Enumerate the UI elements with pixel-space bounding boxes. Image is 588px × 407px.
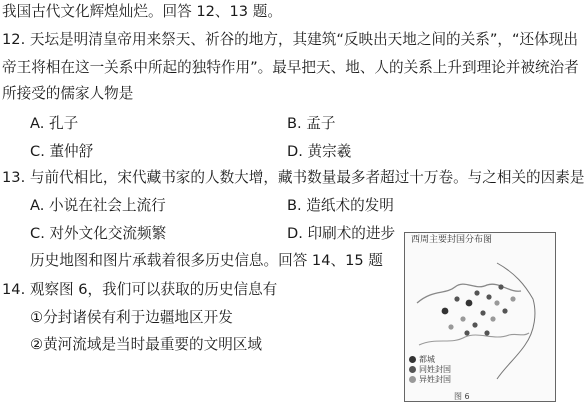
question-12-line-1: 12. 天坛是明清皇帝用来祭天、祈谷的地方，其建筑“反映出天地之间的关系”，“还体现出 [2, 31, 578, 48]
legend-capital-label: 都城 [419, 355, 435, 364]
fief-marker [502, 308, 507, 313]
yangtze-river-shape [419, 333, 529, 345]
map-figure [404, 232, 556, 402]
fief-marker [498, 284, 503, 289]
fief-marker [486, 294, 491, 299]
question-12-line-2: 帝王将相在这一关系中所起的独特作用”。最早把天、地、人的关系上升到理论并被统治者 [2, 59, 579, 76]
fief-marker [472, 322, 477, 327]
q12-option-c: C. 董仲舒 [30, 143, 94, 160]
intro-text-1: 我国古代文化辉煌灿烂。回答 12、13 题。 [2, 3, 282, 20]
intro-text-2: 历史地图和图片承载着很多历史信息。回答 14、15 题 [30, 252, 383, 269]
legend-capital [409, 355, 451, 364]
question-13-line-1: 13. 与前代相比，宋代藏书家的人数大增，藏书数量最多者超过十万卷。与之相关的因素是 [2, 169, 585, 186]
capital-marker [442, 308, 449, 315]
fief-marker [484, 330, 489, 335]
question-12-line-3: 所接受的儒家人物是 [2, 85, 134, 102]
fief-marker [474, 290, 479, 295]
capital-legend-icon [409, 356, 416, 363]
fief-marker [448, 324, 453, 329]
fief-marker [454, 296, 459, 301]
legend-other-surname [409, 375, 451, 384]
q12-option-d: D. 黄宗羲 [287, 143, 352, 160]
question-14-line-1: 14. 观察图 6，我们可以获取的历史信息有 [2, 281, 278, 298]
q14-statement-1: ①分封诸侯有利于边疆地区开发 [30, 309, 233, 326]
fief-marker [494, 300, 499, 305]
figure-caption: 图 6 [454, 392, 470, 401]
legend-other-surname-label: 异姓封国 [419, 375, 451, 384]
legend-same-surname-label: 同姓封国 [419, 365, 451, 374]
q12-option-b: B. 孟子 [287, 115, 336, 132]
map-title: 西周主要封国分布图 [411, 235, 493, 245]
q13-option-d: D. 印刷术的进步 [287, 225, 396, 242]
fief-marker [490, 316, 495, 321]
same-surname-legend-icon [409, 366, 416, 373]
map-legend [409, 355, 451, 385]
q13-option-c: C. 对外文化交流频繁 [30, 225, 167, 242]
legend-same-surname [409, 365, 451, 374]
q13-option-b: B. 造纸术的发明 [287, 197, 394, 214]
q12-option-a: A. 孔子 [30, 115, 79, 132]
q13-option-a: A. 小说在社会上流行 [30, 197, 166, 214]
other-surname-legend-icon [409, 376, 416, 383]
fief-marker [464, 330, 469, 335]
fief-marker [480, 310, 485, 315]
fief-marker [460, 316, 465, 321]
coastline-shape [497, 263, 535, 379]
q14-statement-2: ②黄河流域是当时最重要的文明区域 [30, 336, 262, 353]
capital-marker [466, 300, 473, 307]
fief-marker [510, 296, 515, 301]
